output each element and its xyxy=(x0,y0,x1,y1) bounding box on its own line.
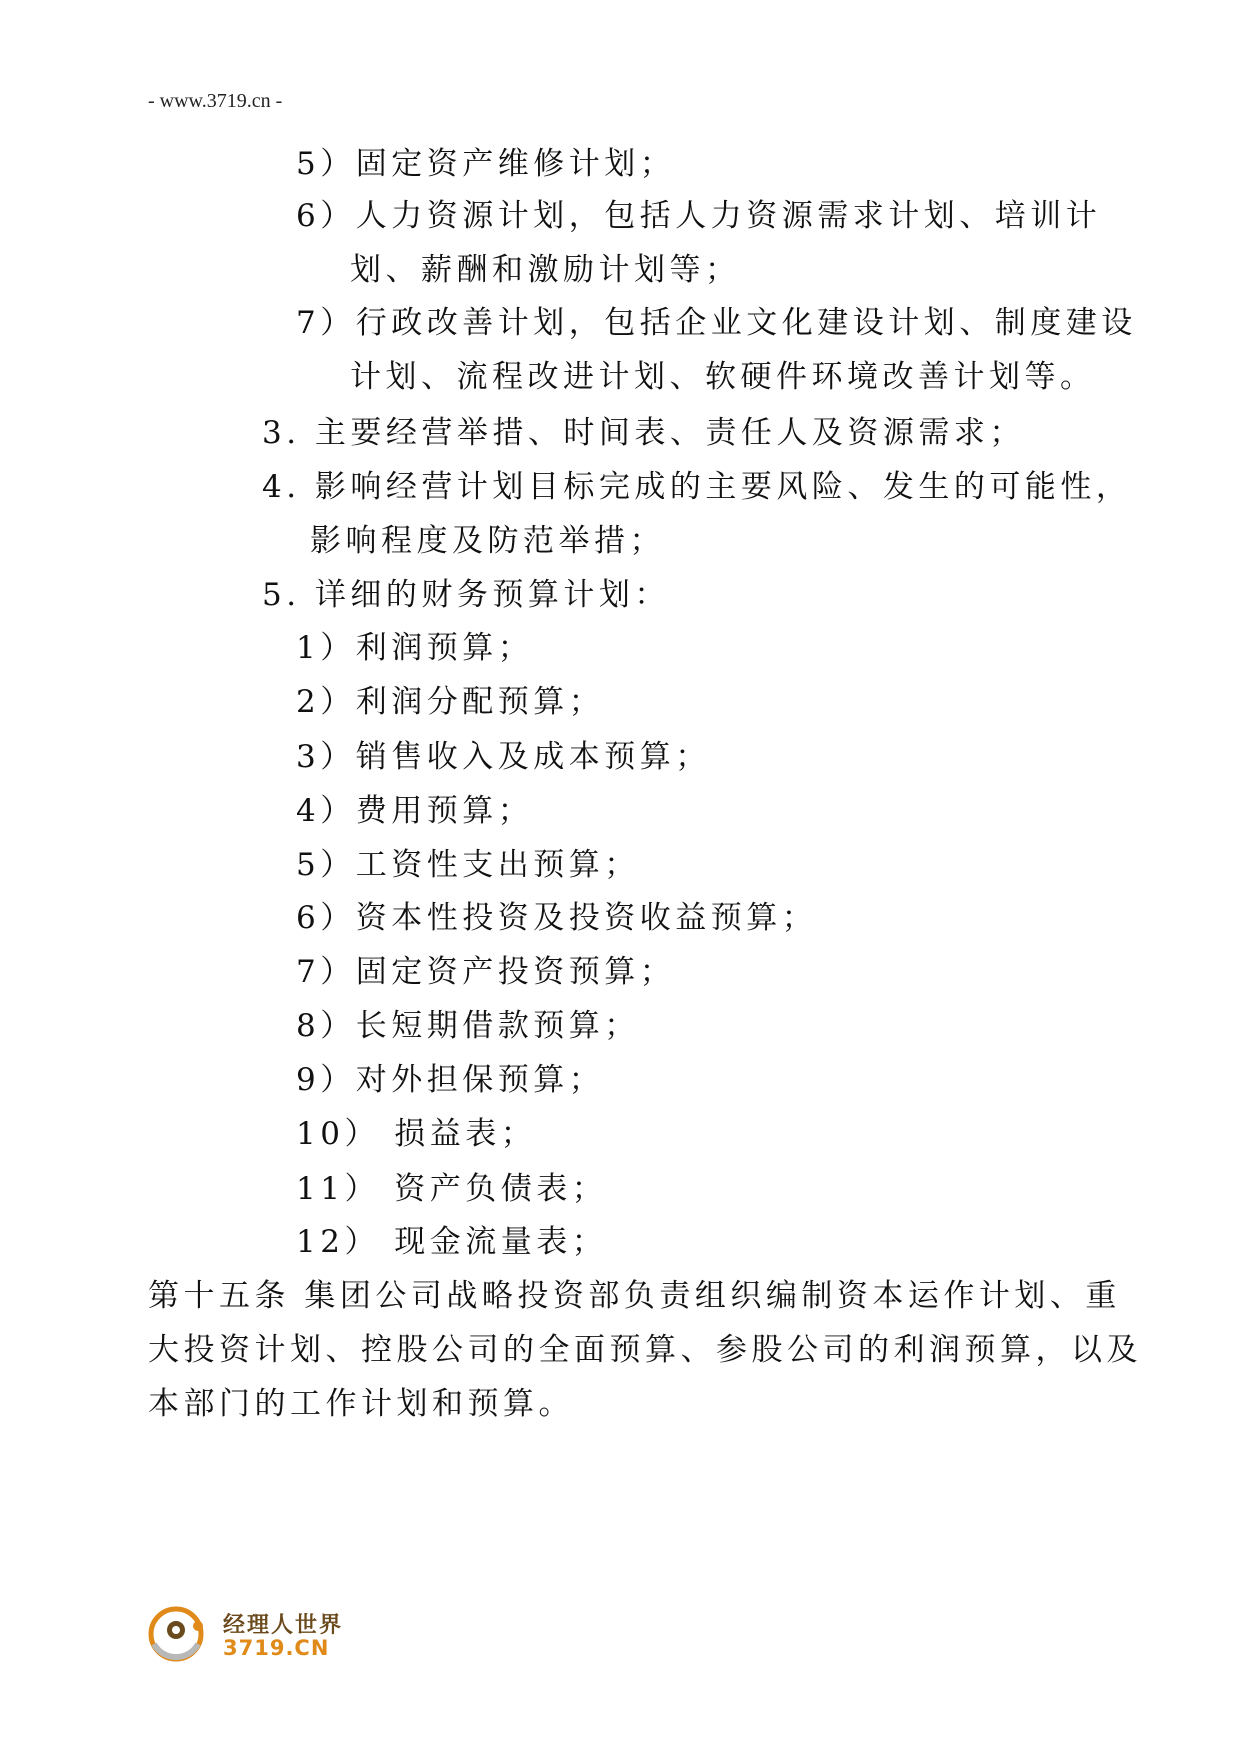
section-item-continuation: 影响程度及防范举措； xyxy=(310,523,665,559)
section-item: 5. 详细的财务预算计划： xyxy=(262,577,670,613)
list-item: 2）利润分配预算； xyxy=(296,684,605,720)
article-paragraph: 本部门的工作计划和预算。 xyxy=(148,1386,574,1422)
list-item: 7）行政改善计划，包括企业文化建设计划、制度建设 xyxy=(296,305,1137,341)
list-item: 11） 资产负债表； xyxy=(296,1171,608,1207)
logo-name-cn: 经理人世界 xyxy=(223,1613,344,1638)
logo-name-en: 3719.CN xyxy=(223,1636,330,1660)
header-url: - www.3719.cn - xyxy=(148,90,283,112)
list-item: 12） 现金流量表； xyxy=(296,1224,608,1260)
article-paragraph: 大投资计划、控股公司的全面预算、参股公司的利润预算，以及 xyxy=(148,1332,1142,1368)
list-item: 1）利润预算； xyxy=(296,630,534,666)
list-item: 8）长短期借款预算； xyxy=(296,1008,640,1044)
site-logo xyxy=(146,1604,356,1664)
section-item: 3. 主要经营举措、时间表、责任人及资源需求； xyxy=(262,415,1025,451)
list-item: 5）固定资产维修计划； xyxy=(296,146,676,182)
article-paragraph: 第十五条 集团公司战略投资部负责组织编制资本运作计划、重 xyxy=(148,1278,1121,1314)
list-item: 3）销售收入及成本预算； xyxy=(296,739,711,775)
list-item: 5）工资性支出预算； xyxy=(296,847,640,883)
list-item-continuation: 计划、流程改进计划、软硬件环境改善计划等。 xyxy=(350,359,1096,395)
list-item: 10） 损益表； xyxy=(296,1116,537,1152)
list-item: 9）对外担保预算； xyxy=(296,1062,605,1098)
list-item: 6）人力资源计划，包括人力资源需求计划、培训计 xyxy=(296,198,1102,234)
logo-emblem-icon xyxy=(146,1604,216,1664)
list-item-continuation: 划、薪酬和激励计划等； xyxy=(350,252,741,288)
list-item: 6）资本性投资及投资收益预算； xyxy=(296,900,818,936)
list-item: 4）费用预算； xyxy=(296,793,534,829)
list-item: 7）固定资产投资预算； xyxy=(296,954,676,990)
section-item: 4. 影响经营计划目标完成的主要风险、发生的可能性， xyxy=(262,469,1132,505)
